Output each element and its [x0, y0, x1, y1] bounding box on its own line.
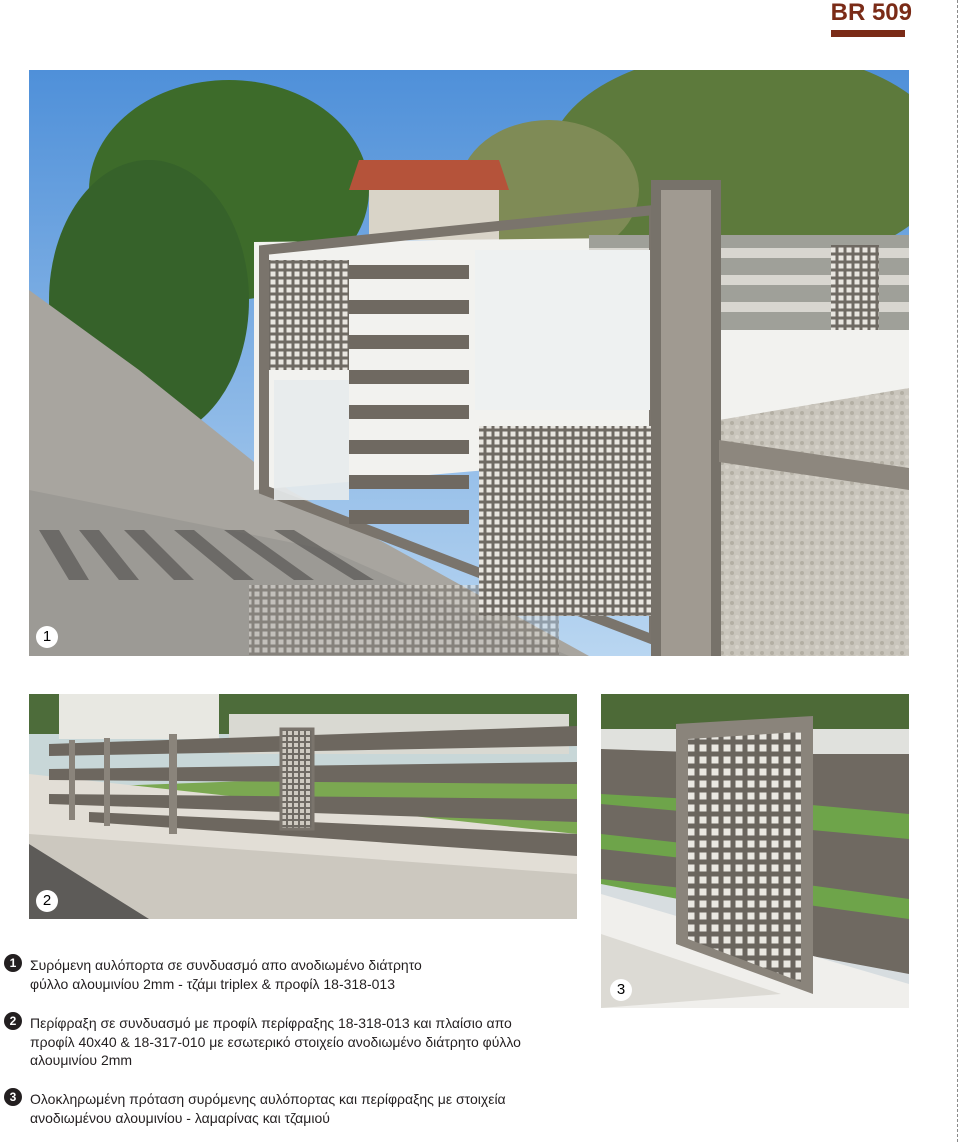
photo-sliding-gate: [29, 70, 909, 656]
caption-2: [9, 1014, 590, 1070]
caption-line: Περίφραξη σε συνδυασμό με προφίλ περίφραξης 18-318-013 και πλαίσιο απο: [30, 1015, 512, 1031]
photo-number-badge: 2: [36, 890, 58, 912]
caption-line: Ολοκληρωμένη πρόταση συρόμενης αυλόπορτας και περίφραξης με στοιχεία: [30, 1091, 506, 1107]
caption-line: ανοδιωμένου αλουμινίου - λαμαρίνας και τζαμιού: [30, 1109, 330, 1126]
caption-line: Συρόμενη αυλόπορτα σε συνδυασμό απο ανοδιωμένο διάτρητο: [30, 957, 422, 973]
product-code: BR 509: [830, 0, 912, 26]
caption-line: αλουμινίου 2mm: [30, 1052, 133, 1068]
photo-number-badge: 1: [36, 626, 58, 648]
caption-1: [9, 956, 590, 993]
photo-number-badge: 3: [610, 979, 632, 1001]
photo-fence-panel: [601, 694, 909, 1008]
caption-number-badge: 1: [4, 954, 22, 972]
product-code-underline: [831, 30, 905, 37]
caption-number-badge: 3: [4, 1088, 22, 1106]
caption-3: [9, 1090, 590, 1127]
page-dashed-border: [957, 0, 958, 1142]
caption-line: φύλλο αλουμινίου 2mm - τζάμι triplex & προφίλ 18-318-013: [30, 975, 395, 992]
photo-fence: [29, 694, 577, 919]
caption-line: προφίλ 40x40 & 18-317-010 με εσωτερικό στοιχείο ανοδιωμένο διάτρητο φύλλο: [30, 1033, 521, 1050]
product-code-block: [831, 0, 912, 37]
caption-number-badge: 2: [4, 1012, 22, 1030]
